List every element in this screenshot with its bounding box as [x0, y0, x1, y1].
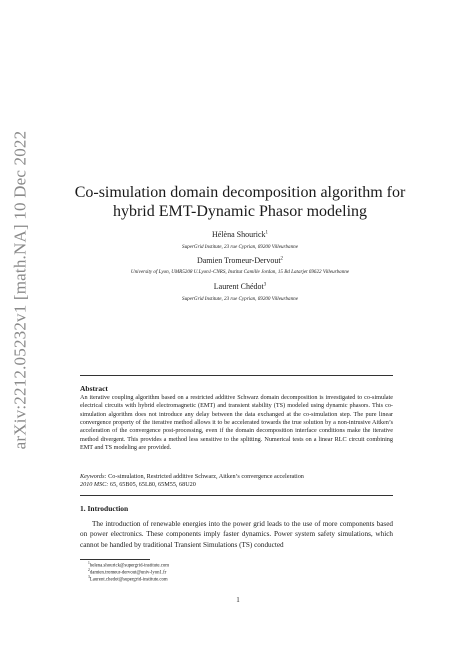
abstract-bottom-rule	[80, 495, 393, 496]
title-line-1: Co-simulation domain decomposition algorithm for	[74, 184, 406, 201]
keywords-text: Co-simulation, Restricted additive Schwarz, Aitken’s convergence acceleration	[108, 473, 304, 480]
introduction-text: The introduction of renewable energies into the power grid leads to the use of more components based on power electronics. These components imply faster dynamics. Power system safety simulations, which cannot be handled by traditional Transient Simulations (TS) conducted	[80, 520, 393, 549]
author-1: Hélèna Shourick$^1$	[211, 230, 269, 239]
keywords-label: Keywords:	[80, 473, 107, 480]
title-line-2: hybrid EMT-Dynamic Phasor modeling	[112, 203, 368, 220]
msc-text: 65, 65B05, 65L80, 65M55, 68U20	[109, 481, 196, 488]
author-2: Damien Tromeur-Dervout$^2$	[196, 256, 284, 265]
affiliation-2: University of Lyon, UMR5208 U.Lyon1-CNRS, Institut Camille Jordan, 15 Bd Latarjet 69622 Villeurbanne	[130, 269, 350, 275]
footnote-2: $^2$damien.tromeur-dervout@univ-lyon1.fr	[88, 568, 167, 576]
abstract-top-rule	[80, 375, 393, 376]
msc-label: 2010 MSC:	[80, 481, 109, 488]
abstract-heading: Abstract	[80, 384, 108, 393]
msc-line	[80, 481, 393, 489]
arxiv-identifier-stamp	[2, 125, 38, 455]
keywords-line	[80, 473, 393, 481]
footnote-rule	[80, 559, 150, 560]
page-number: 1	[236, 596, 240, 604]
author-3: Laurent Chédot$^3$	[213, 282, 267, 291]
paper-title	[70, 183, 410, 221]
section-heading: 1. Introduction	[80, 504, 129, 513]
affiliation-1: SuperGrid Institute, 23 rue Cyprian, 69200 Villeurbanne	[182, 244, 298, 250]
abstract-text: An iterative coupling algorithm based on a restricted additive Schwarz domain decomposition is investigated to co-simulate electrical circuits with hybrid electromagnetic (EMT) and transient stability (TS) modeled using dynamic phasors. This co-simulation algorithm does not introduce any delay between the data exchanged at the co-simulation step. The pure linear convergence property of the iterative method allows it to be accelerated towards the true solution by a non-intrusive Aitken’s acceleration of the convergence post-processing, even if the domain decomposition interface conditions make the iterative method divergent. This provides a method less sensitive to the splitting. Numerical tests on a linear RLC circuit combining EMT and TS modeling are provided.	[80, 394, 393, 452]
footnote-3: $^3$Laurent.chedot@supergrid-institute.com	[88, 575, 168, 583]
arxiv-identifier-text: arXiv:2212.05232v1 [math.NA] 10 Dec 2022	[10, 130, 30, 450]
affiliation-3: SuperGrid Institute, 23 rue Cyprian, 69200 Villeurbanne	[182, 296, 298, 302]
footnote-1: $^1$helena.shourick@supergrid-institute.com	[88, 561, 169, 569]
